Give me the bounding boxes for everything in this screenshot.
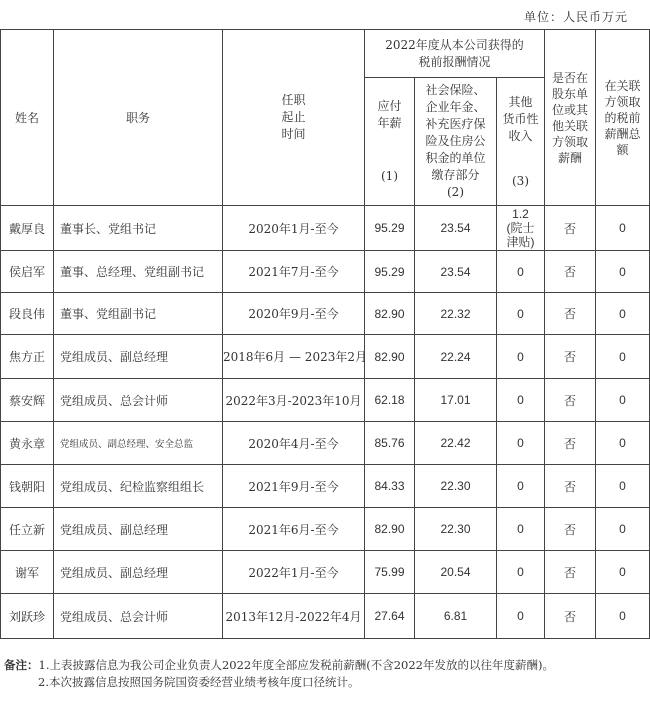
header-salary-mark: (1): [381, 169, 398, 183]
header-salary-line: 年薪: [377, 116, 402, 130]
cell-other: [497, 594, 545, 639]
cell-other-line: 0: [517, 436, 524, 450]
cell-other-line: 0: [517, 264, 524, 279]
header-salary-line: 应付: [377, 99, 402, 113]
header-related-line: 位或其: [551, 102, 588, 117]
cell-related-amount: 0: [596, 594, 650, 639]
table-row: [1, 379, 650, 422]
table-row: [1, 335, 650, 379]
cell-related: 否: [545, 508, 596, 551]
cell-period: 2022年1月-至今: [223, 551, 365, 594]
cell-role: 董事、总经理、党组副书记: [54, 251, 223, 293]
header-group-line: 2022年度从本公司获得的: [385, 37, 524, 52]
cell-related-amount: 0: [596, 379, 650, 422]
cell-name: 侯启军: [1, 251, 54, 293]
cell-salary: 82.90: [365, 508, 415, 551]
cell-name: 任立新: [1, 508, 54, 551]
cell-name: 戴厚良: [1, 206, 54, 251]
notes-label: 备注：: [4, 658, 39, 672]
header-related-amount: [596, 30, 650, 206]
header-other-line: 其他: [508, 94, 533, 109]
cell-name: 谢军: [1, 551, 54, 594]
cell-related: 否: [545, 206, 596, 251]
cell-other-line: 0: [517, 349, 524, 364]
cell-period: 2021年6月-至今: [223, 508, 365, 551]
table-row: [1, 206, 650, 251]
cell-other-line: 0: [517, 522, 524, 536]
cell-related: 否: [545, 465, 596, 508]
cell-salary: 95.29: [365, 251, 415, 293]
header-insurance: [415, 78, 497, 206]
cell-other-line: 津贴): [506, 235, 535, 249]
cell-related: 否: [545, 422, 596, 465]
cell-other: [497, 508, 545, 551]
cell-role: 党组成员、副总经理: [54, 335, 223, 379]
cell-other-line: 0: [517, 479, 524, 493]
cell-related-amount: 0: [596, 206, 650, 251]
cell-other-line: 1.2: [512, 207, 529, 221]
cell-name: 焦方正: [1, 335, 54, 379]
cell-related-amount: 0: [596, 508, 650, 551]
cell-other: [497, 335, 545, 379]
cell-insurance: 22.42: [415, 422, 497, 465]
cell-role: 党组成员、副总经理: [54, 551, 223, 594]
cell-salary: 82.90: [365, 293, 415, 335]
table-row: [1, 465, 650, 508]
cell-related-amount: 0: [596, 551, 650, 594]
cell-other: [497, 422, 545, 465]
note-line-2: 2.本次披露信息按照国务院国资委经营业绩考核年度口径统计。: [38, 675, 360, 689]
cell-role: 党组成员、纪检监察组组长: [54, 465, 223, 508]
cell-related: 否: [545, 335, 596, 379]
cell-period: 2022年3月-2023年10月: [223, 379, 365, 422]
header-insurance-line: 补充医疗保: [425, 117, 486, 131]
cell-period: 2018年6月 — 2023年2月: [223, 335, 365, 379]
cell-related: 否: [545, 594, 596, 639]
cell-other-line: 0: [517, 306, 524, 321]
cell-related: 否: [545, 551, 596, 594]
cell-other: [497, 206, 545, 251]
header-period-line: 时间: [281, 127, 306, 141]
header-salary: [365, 78, 415, 206]
header-related-line: 方领取: [551, 134, 588, 149]
header-insurance-line: 社会保险、: [425, 83, 486, 97]
cell-related: 否: [545, 379, 596, 422]
cell-related-amount: 0: [596, 293, 650, 335]
cell-salary: 95.29: [365, 206, 415, 251]
cell-role: 党组成员、副总经理、安全总监: [54, 422, 223, 465]
table-row: [1, 251, 650, 293]
cell-insurance: 20.54: [415, 551, 497, 594]
cell-other-line: (院士: [506, 221, 535, 235]
cell-name: 黄永章: [1, 422, 54, 465]
cell-related-amount: 0: [596, 465, 650, 508]
header-period-line: 任职: [281, 93, 306, 107]
cell-role: 党组成员、总会计师: [54, 379, 223, 422]
header-related-line: 是否在: [551, 70, 588, 85]
cell-related-amount: 0: [596, 335, 650, 379]
cell-insurance: 22.32: [415, 293, 497, 335]
cell-salary: 84.33: [365, 465, 415, 508]
header-group-line: 税前报酬情况: [418, 54, 491, 69]
header-insurance-line: 缴存部分: [431, 168, 480, 182]
header-role: 职务: [54, 30, 223, 206]
header-other-line: 收入: [508, 128, 533, 143]
cell-role: 党组成员、总会计师: [54, 594, 223, 639]
header-name: 姓名: [1, 30, 54, 206]
header-related-line: 他关联: [551, 118, 588, 133]
header-insurance-mark: (2): [447, 185, 464, 199]
cell-related-amount: 0: [596, 422, 650, 465]
cell-related: 否: [545, 251, 596, 293]
cell-insurance: 6.81: [415, 594, 497, 639]
cell-name: 蔡安辉: [1, 379, 54, 422]
header-insurance-line: 积金的单位: [425, 151, 486, 165]
cell-salary: 85.76: [365, 422, 415, 465]
compensation-table: [0, 29, 650, 639]
cell-name: 钱朝阳: [1, 465, 54, 508]
cell-period: 2020年4月-至今: [223, 422, 365, 465]
header-related-amount-line: 在关联: [604, 78, 641, 93]
unit-label: 单位：人民币万元: [523, 10, 628, 24]
header-related-amount-line: 薪酬总: [604, 126, 641, 141]
cell-other: [497, 551, 545, 594]
table-row: [1, 293, 650, 335]
cell-other-line: 0: [517, 609, 524, 623]
cell-salary: 82.90: [365, 335, 415, 379]
header-group: [365, 30, 545, 78]
table-row: [1, 551, 650, 594]
cell-name: 段良伟: [1, 293, 54, 335]
header-period-line: 起止: [281, 110, 306, 124]
header-insurance-line: 企业年金、: [425, 100, 486, 114]
cell-related-amount: 0: [596, 251, 650, 293]
cell-related: 否: [545, 293, 596, 335]
cell-period: 2020年9月-至今: [223, 293, 365, 335]
cell-insurance: 23.54: [415, 251, 497, 293]
cell-period: 2013年12月-2022年4月: [223, 594, 365, 639]
header-other-mark: (3): [512, 173, 529, 188]
cell-other: [497, 379, 545, 422]
header-related-amount-line: 方领取: [604, 94, 641, 109]
header-other: [497, 78, 545, 206]
cell-period: 2021年9月-至今: [223, 465, 365, 508]
cell-other: [497, 251, 545, 293]
cell-other: [497, 293, 545, 335]
cell-other: [497, 465, 545, 508]
cell-other-line: 0: [517, 393, 524, 407]
cell-role: 党组成员、副总经理: [54, 508, 223, 551]
header-related-amount-line: 额: [616, 142, 629, 157]
cell-other-line: 0: [517, 565, 524, 579]
table-row: [1, 508, 650, 551]
cell-period: 2020年1月-至今: [223, 206, 365, 251]
cell-insurance: 23.54: [415, 206, 497, 251]
cell-period: 2021年7月-至今: [223, 251, 365, 293]
header-related: [545, 30, 596, 206]
header-other-line: 货币性: [502, 111, 539, 126]
cell-salary: 75.99: [365, 551, 415, 594]
cell-salary: 62.18: [365, 379, 415, 422]
header-related-line: 股东单: [551, 86, 588, 101]
cell-role: 董事长、党组书记: [54, 206, 223, 251]
table-row: [1, 594, 650, 639]
cell-name: 刘跃珍: [1, 594, 54, 639]
cell-role: 董事、党组副书记: [54, 293, 223, 335]
notes: [4, 657, 554, 691]
table-row: [1, 422, 650, 465]
cell-insurance: 17.01: [415, 379, 497, 422]
cell-insurance: 22.30: [415, 508, 497, 551]
header-related-amount-line: 的税前: [604, 110, 641, 125]
header-related-line: 薪酬: [557, 150, 582, 165]
header-insurance-line: 险及住房公: [425, 134, 486, 148]
note-line-1: 1.上表披露信息为我公司企业负责人2022年度全部应发税前薪酬(不含2022年发放的以往年度薪酬)。: [38, 658, 554, 672]
header-period: [223, 30, 365, 206]
cell-salary: 27.64: [365, 594, 415, 639]
cell-insurance: 22.30: [415, 465, 497, 508]
cell-insurance: 22.24: [415, 335, 497, 379]
